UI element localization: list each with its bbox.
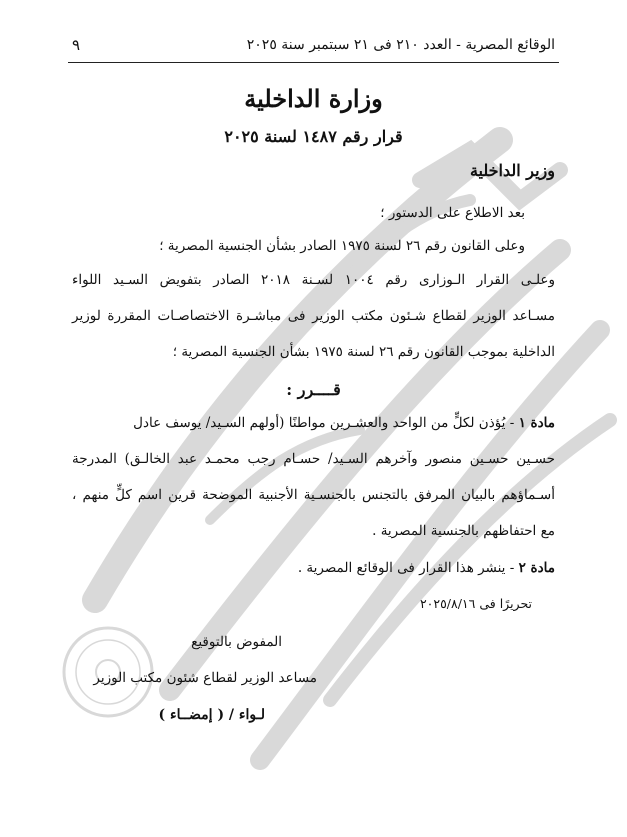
minister-title: وزير الداخلية xyxy=(469,161,555,180)
signature-authorized: المفوض بالتوقيع xyxy=(191,634,282,650)
running-title: الوقائع المصرية - العدد ٢١٠ فى ٢١ سبتمبر سنة ٢٠٢٥ xyxy=(246,37,555,53)
article-2-line xyxy=(298,558,555,578)
decided-heading: قــــرر : xyxy=(286,380,341,399)
preamble-line: وعلـى القرار الـوزارى رقم ١٠٠٤ لسـنة ٢٠١٨ الصادر بتفويض السـيد اللواء xyxy=(72,272,555,288)
article-2-label: مادة ٢ xyxy=(518,560,555,576)
preamble-line: مسـاعد الوزير لقطاع شـئون مكتب الوزير فى مباشـرة الاختصاصـات المقررة لوزير xyxy=(72,308,555,324)
preamble-line: الداخلية بموجب القانون رقم ٢٦ لسنة ١٩٧٥ بشأن الجنسية المصرية ؛ xyxy=(172,344,555,360)
decree-number: قرار رقم ١٤٨٧ لسنة ٢٠٢٥ xyxy=(224,127,403,146)
article-1-label: مادة ١ xyxy=(518,415,555,431)
article-2-text: - ينشر هذا القرار فى الوقائع المصرية . xyxy=(297,560,515,576)
signature-position: مساعد الوزير لقطاع شئون مكتب الوزير xyxy=(93,670,317,686)
page-number: ٩ xyxy=(72,36,81,54)
signature-rank: لـواء / ( إمضــاء ) xyxy=(158,707,265,723)
issued-date: تحريرًا فى ٢٠٢٥/٨/١٦ xyxy=(419,596,532,611)
preamble-line: بعد الاطلاع على الدستور ؛ xyxy=(380,205,525,221)
article-1-line: حسـين حسـين منصور وآخرهم السـيد/ حسـام رجب محمـد عبد الخالـق) المدرجة xyxy=(72,451,555,467)
article-1-first-line xyxy=(72,413,555,433)
running-header xyxy=(72,33,555,57)
preamble-line: وعلى القانون رقم ٢٦ لسنة ١٩٧٥ الصادر بشأن الجنسية المصرية ؛ xyxy=(159,238,525,254)
ministry-title: وزارة الداخلية xyxy=(244,84,383,113)
article-1-line: أسـماؤهم بالبيان المرفق بالتجنس بالجنسـية الأجنبية الموضحة قرين اسم كلٍّ منهم ، xyxy=(72,487,555,503)
article-1-text: - يُؤذن لكلٍّ من الواحد والعشـرين مواطنًا (أولهم السـيد/ يوسف عادل xyxy=(133,415,515,431)
header-divider xyxy=(68,62,559,63)
article-1-line: مع احتفاظهم بالجنسية المصرية . xyxy=(372,523,555,539)
